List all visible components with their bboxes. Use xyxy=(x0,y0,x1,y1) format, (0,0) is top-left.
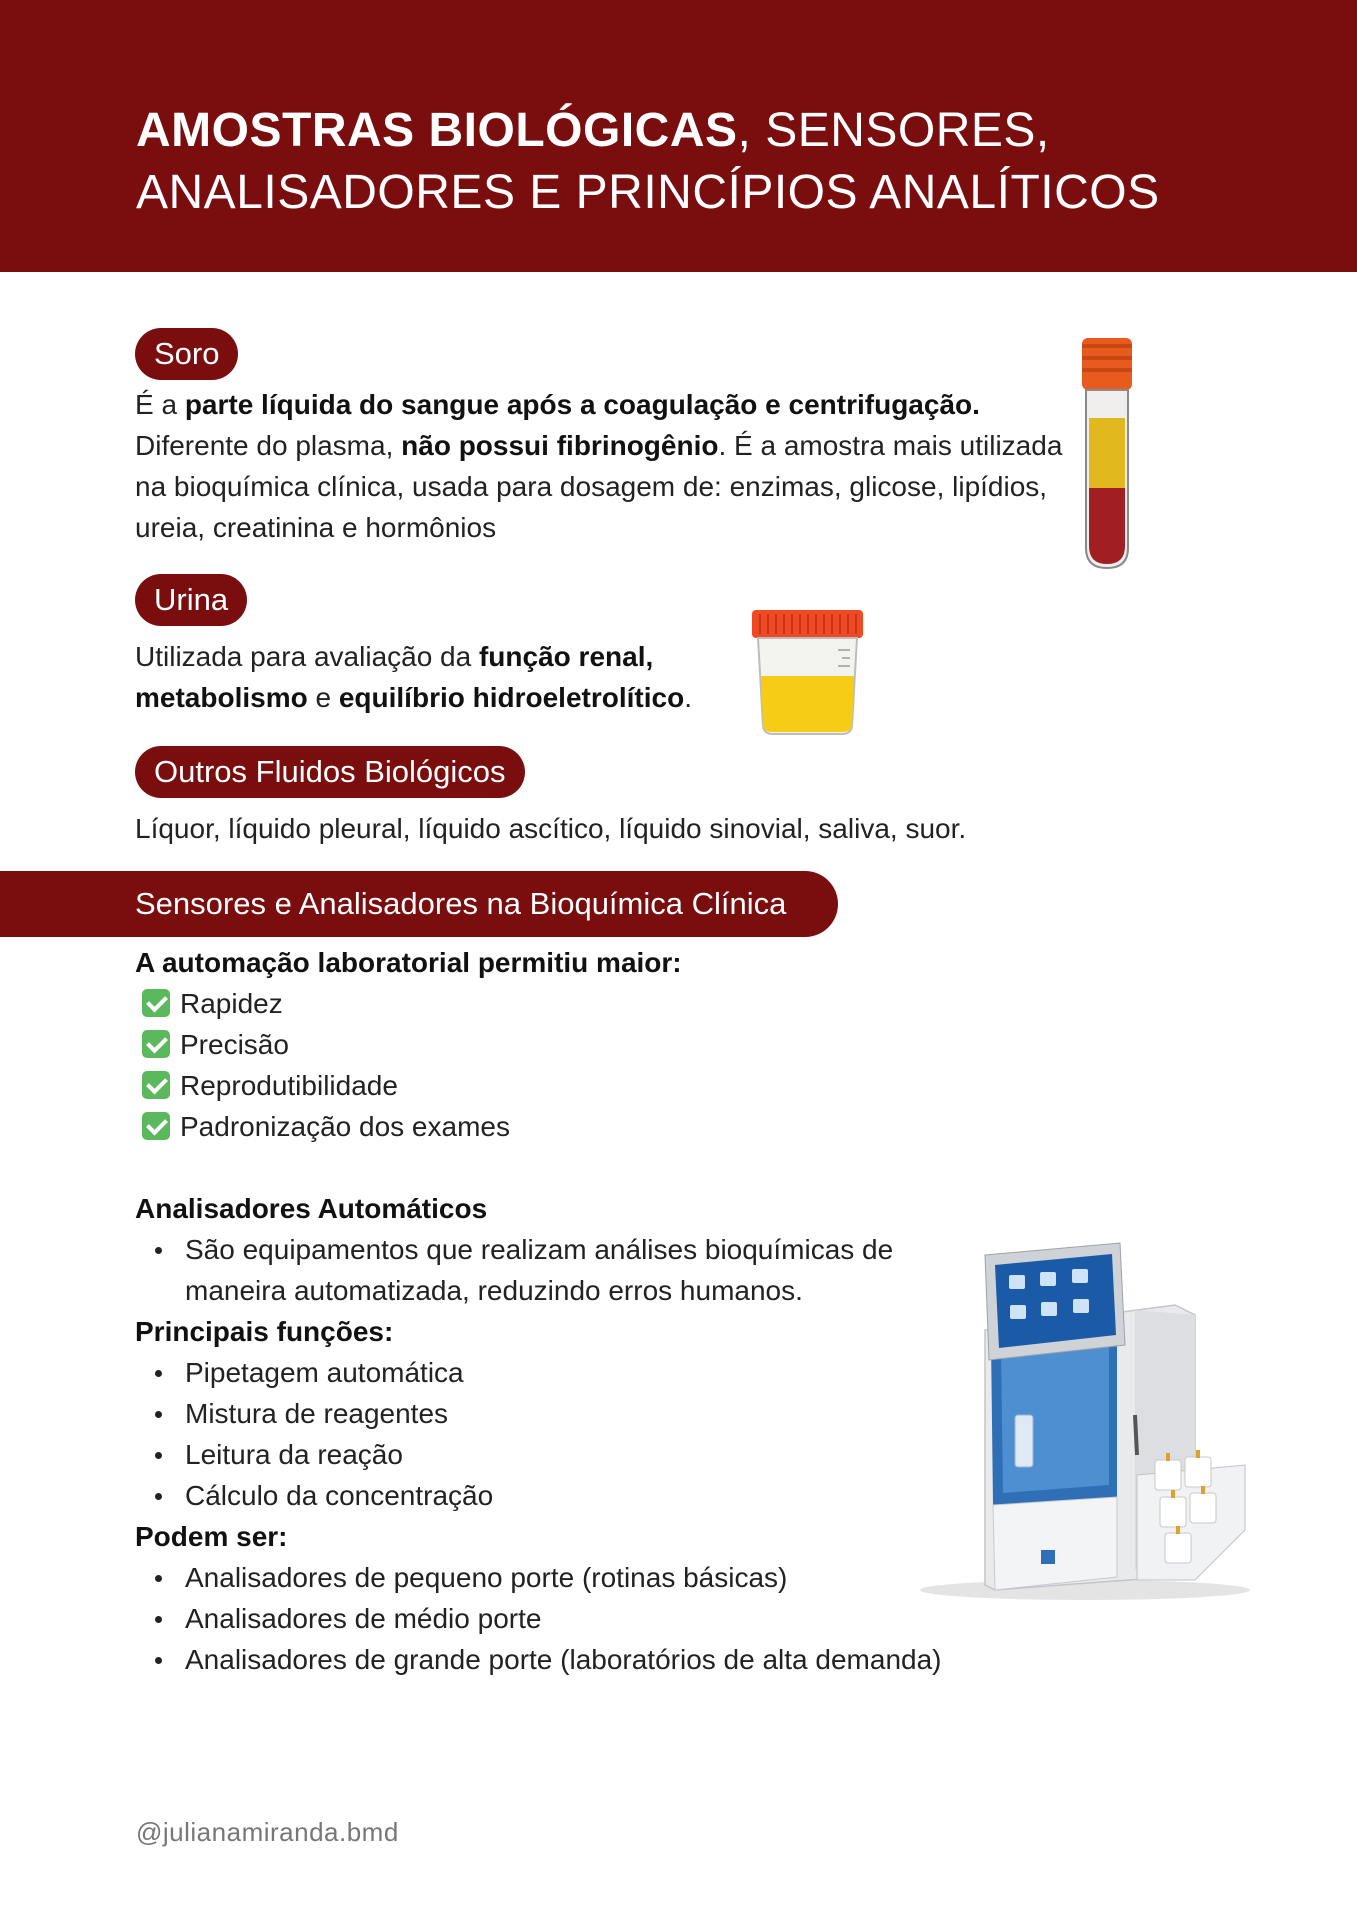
list-item: São equipamentos que realizam análises bioquímicas de maneira automatizada, reduzindo erros humanos. xyxy=(150,1229,950,1311)
outros-text: Líquor, líquido pleural, líquido ascítico, líquido sinovial, saliva, suor. xyxy=(135,813,967,844)
list-item: Analisadores de grande porte (laboratórios de alta demanda) xyxy=(150,1639,941,1680)
check-item: Reprodutibilidade xyxy=(142,1065,398,1106)
footer-handle: @julianamiranda.bmd xyxy=(136,1817,399,1847)
soro-pill: Soro xyxy=(135,328,238,380)
title-line2: ANALISADORES E PRINCÍPIOS ANALÍTICOS xyxy=(136,166,1160,219)
page-header xyxy=(0,0,1357,272)
types-heading: Podem ser: xyxy=(135,1521,288,1552)
check-icon xyxy=(142,1112,170,1140)
list-item: Analisadores de pequeno porte (rotinas básicas) xyxy=(150,1557,941,1598)
functions-list xyxy=(150,1352,493,1516)
check-item: Rapidez xyxy=(142,983,283,1024)
list-item: Pipetagem automática xyxy=(150,1352,493,1393)
types-list xyxy=(150,1557,941,1680)
analyzers-desc-list xyxy=(150,1229,950,1311)
functions-heading: Principais funções: xyxy=(135,1316,394,1347)
urina-text: Utilizada para avaliação da função renal, metabolismo e equilíbrio hidroeletrolítico. xyxy=(135,641,692,713)
list-item: Leitura da reação xyxy=(150,1434,493,1475)
check-icon xyxy=(142,1071,170,1099)
urina-pill: Urina xyxy=(135,574,247,626)
urine-cup-icon xyxy=(750,608,865,736)
check-item: Padronização dos exames xyxy=(142,1106,510,1147)
list-item: Analisadores de médio porte xyxy=(150,1598,941,1639)
list-item: Mistura de reagentes xyxy=(150,1393,493,1434)
analyzer-machine-image xyxy=(905,1235,1250,1605)
automation-heading: A automação laboratorial permitiu maior: xyxy=(135,947,682,978)
check-icon xyxy=(142,1030,170,1058)
blood-tube-icon xyxy=(1078,338,1136,572)
check-icon xyxy=(142,989,170,1017)
soro-text: É a parte líquida do sangue após a coagulação e centrifugação. Diferente do plasma, não possui fibrinogênio. É a amostra mais utilizada na bioquímica clínica, usada para dosagem de: enzimas, glicose, lipídios, ureia, creatinina e hormônios xyxy=(135,389,1063,543)
section-band xyxy=(0,871,838,937)
list-item: Cálculo da concentração xyxy=(150,1475,493,1516)
outros-pill: Outros Fluidos Biológicos xyxy=(135,746,525,798)
page-title xyxy=(136,100,1160,224)
check-item: Precisão xyxy=(142,1024,289,1065)
analyzers-heading: Analisadores Automáticos xyxy=(135,1193,488,1224)
title-rest: , SENSORES, xyxy=(737,104,1050,157)
section-band-title: Sensores e Analisadores na Bioquímica Clínica xyxy=(135,886,787,921)
title-bold: AMOSTRAS BIOLÓGICAS xyxy=(136,104,738,157)
